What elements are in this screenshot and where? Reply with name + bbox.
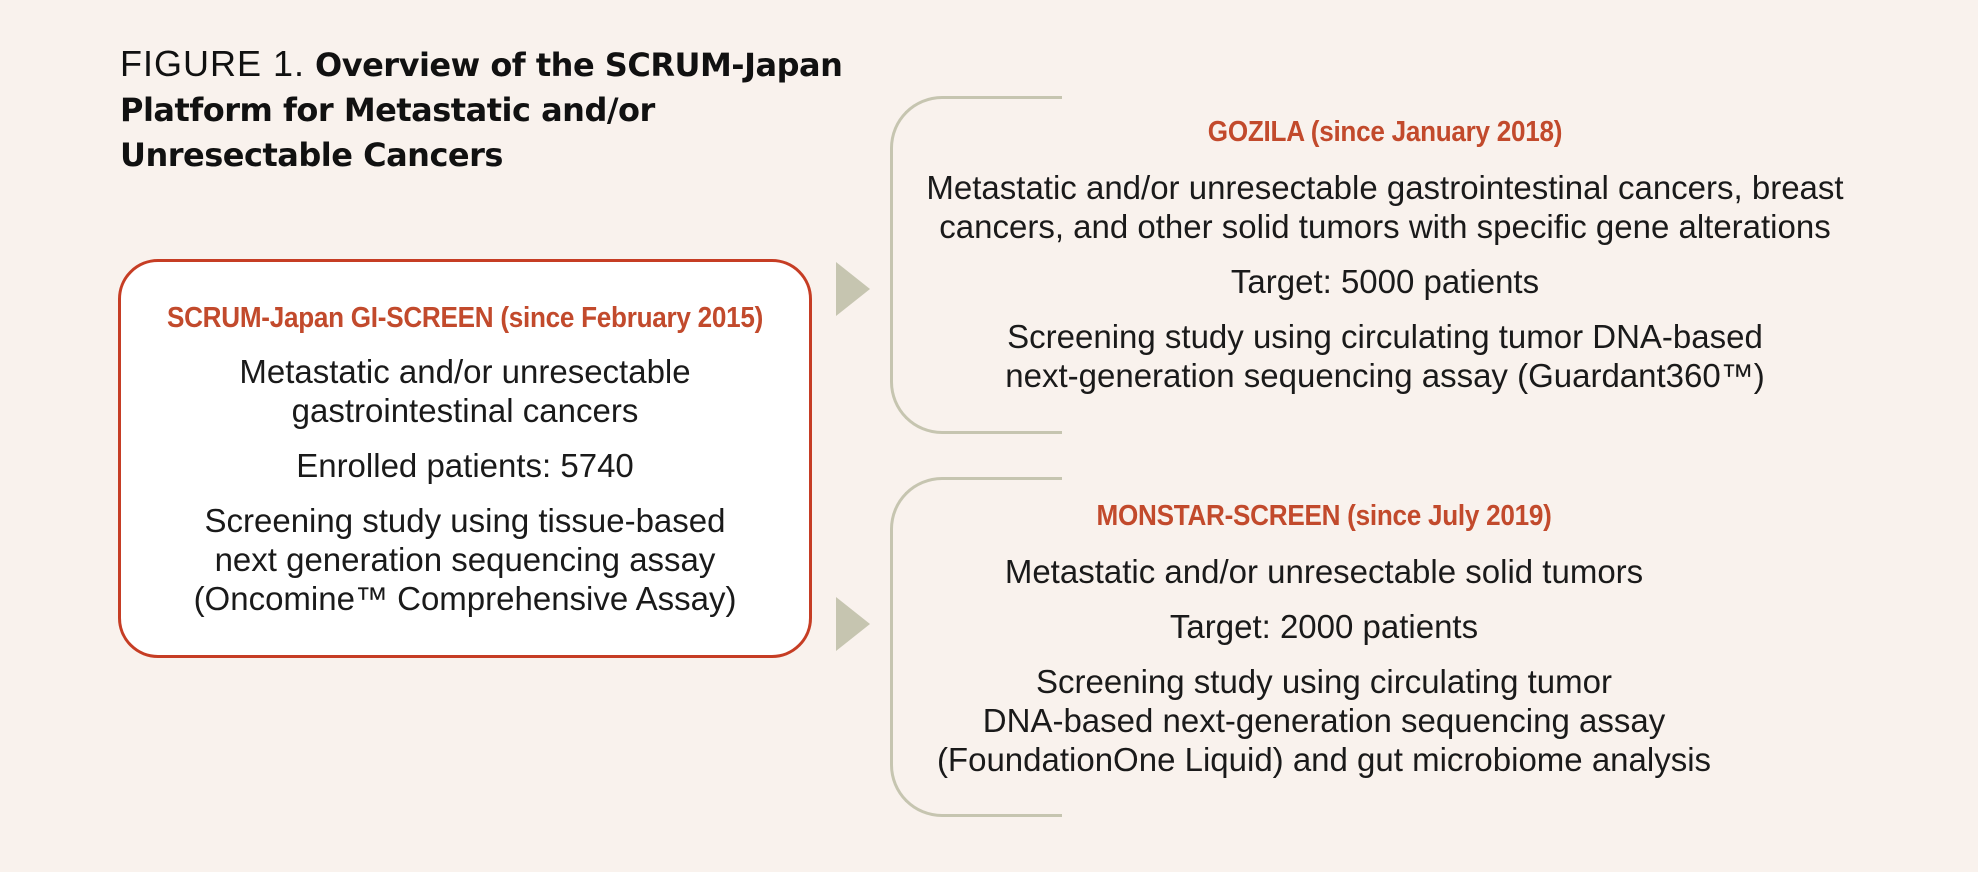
figure-title-text: Overview of the SCRUM-Japan Platform for Metastatic and/or Unresectable Cancers	[120, 46, 843, 174]
arrow-to-gozila-icon	[836, 262, 870, 316]
gozila-target: Target: 5000 patients	[1230, 263, 1540, 300]
monstar-method-line2: DNA-based next-generation sequencing assay	[982, 702, 1666, 739]
monstar-method	[900, 662, 1748, 779]
monstar-method-line1: Screening study using circulating tumor	[1036, 663, 1612, 700]
gi-screen-scope-line1: Metastatic and/or unresectable	[239, 353, 691, 390]
gi-screen-method-line3: (Oncomine™ Comprehensive Assay)	[193, 580, 737, 617]
gozila-method-line2: next-generation sequencing assay (Guardant360™)	[1005, 357, 1765, 394]
monstar-target: Target: 2000 patients	[1169, 608, 1479, 645]
gozila-method	[900, 317, 1870, 395]
gozila-panel	[900, 116, 1870, 395]
gozila-scope	[900, 168, 1870, 246]
arrow-to-monstar-icon	[836, 597, 870, 651]
gi-screen-method-line2: next generation sequencing assay	[214, 541, 716, 578]
figure-title	[120, 42, 880, 177]
figure-label: FIGURE 1.	[120, 43, 306, 84]
gozila-scope-line1: Metastatic and/or unresectable gastrointestinal cancers, breast	[926, 169, 1844, 206]
gi-screen-method	[121, 501, 809, 618]
monstar-panel	[900, 500, 1748, 779]
monstar-method-line3: (FoundationOne Liquid) and gut microbiome analysis	[936, 741, 1712, 778]
gi-screen-scope-line2: gastrointestinal cancers	[291, 392, 639, 429]
gi-screen-scope	[121, 352, 809, 430]
monstar-scope: Metastatic and/or unresectable solid tumors	[1004, 553, 1644, 590]
gi-screen-box	[118, 259, 812, 658]
gi-screen-heading: SCRUM-Japan GI-SCREEN (since February 2015)	[166, 302, 764, 334]
gozila-heading: GOZILA (since January 2018)	[1207, 116, 1563, 148]
gi-screen-enrolled: Enrolled patients: 5740	[296, 447, 634, 484]
monstar-heading: MONSTAR-SCREEN (since July 2019)	[1096, 500, 1552, 532]
gi-screen-method-line1: Screening study using tissue-based	[204, 502, 726, 539]
gozila-method-line1: Screening study using circulating tumor DNA-based	[1007, 318, 1763, 355]
gozila-scope-line2: cancers, and other solid tumors with specific gene alterations	[939, 208, 1831, 245]
